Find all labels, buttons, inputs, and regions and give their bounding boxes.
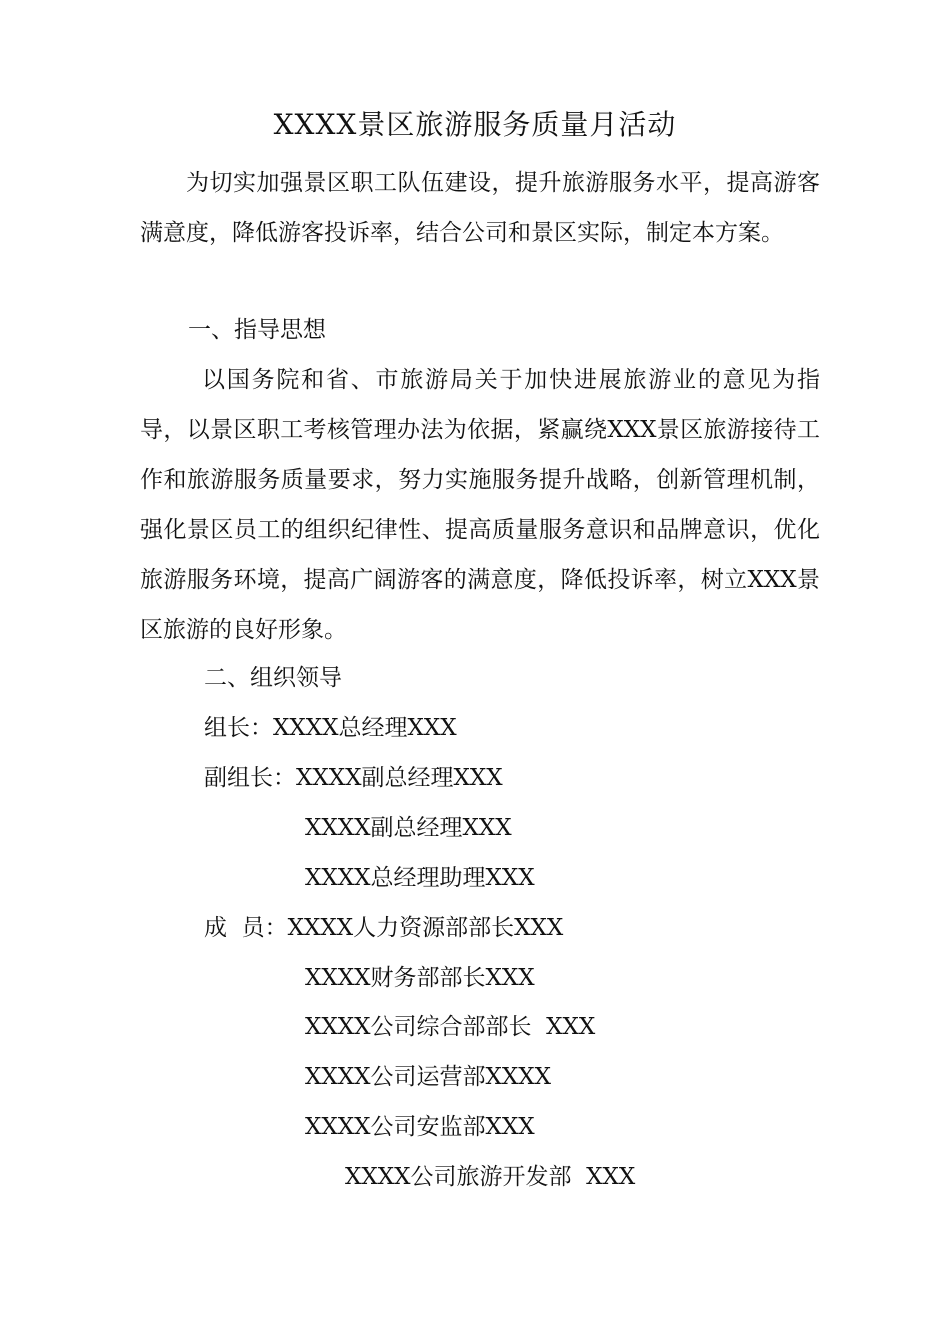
deputy-leader-item: XXXX总经理助理XXX	[305, 865, 535, 891]
section-1-body: 以国务院和省、市旅游局关于加快进展旅游业的意见为指导，以景区职工考核管理办法为依据，紧赢绕XXX景区旅游接待工作和旅游服务质量要求，努力实施服务提升战略，创新管理机制，强化景区员工的组织纪律性、提高质量服务意识和品牌意识，优化旅游服务环境，提高广阔游客的满意度，降低投诉率，树立XXX景区旅游的良好形象。	[140, 367, 820, 643]
deputy-leader-item: XXXX副总经理XXX	[305, 815, 512, 841]
member-item: XXXX公司旅游开发部 XXX	[345, 1164, 636, 1190]
members-line: 成 员：XXXX人力资源部部长XXX	[204, 915, 564, 941]
deputy-leader-line: 副组长：XXXX副总经理XXX	[204, 765, 503, 791]
intro-paragraph: 为切实加强景区职工队伍建设，提升旅游服务水平，提高游客满意度，降低游客投诉率，结合公司和景区实际，制定本方案。	[140, 170, 820, 246]
member-item: XXXX公司综合部部长 XXX	[305, 1014, 596, 1040]
member-item: XXXX公司运营部XXXX	[305, 1064, 551, 1090]
member-item: XXXX财务部部长XXX	[305, 965, 535, 991]
member-item: XXXX公司安监部XXX	[305, 1114, 535, 1140]
leader-line: 组长：XXXX总经理XXX	[204, 715, 457, 741]
section-1-heading: 一、指导思想	[188, 317, 326, 343]
section-2-heading: 二、组织领导	[204, 665, 342, 691]
document-title: XXXX景区旅游服务质量月活动	[273, 108, 677, 141]
